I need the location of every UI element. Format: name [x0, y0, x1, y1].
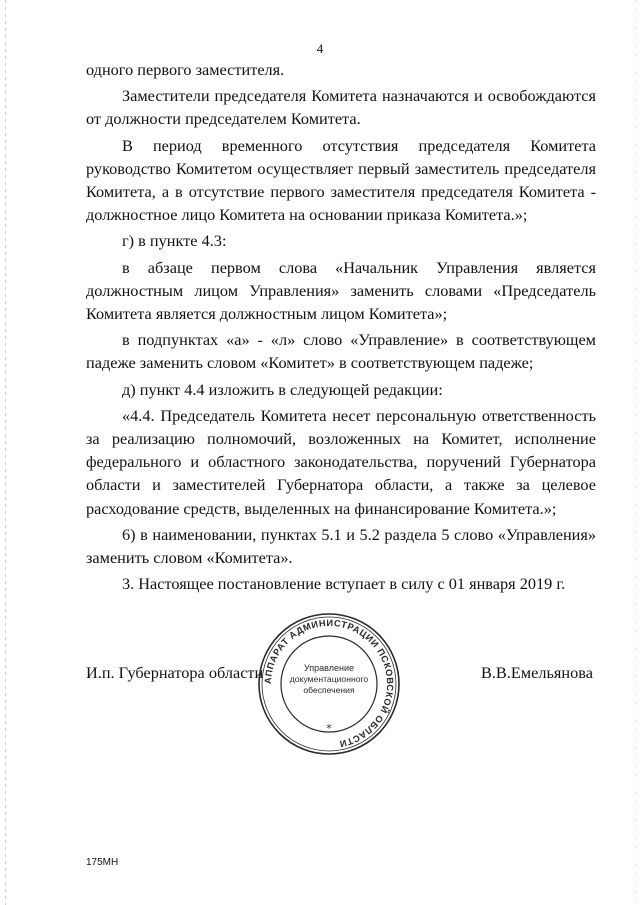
- document-body: [86, 58, 596, 598]
- paragraph: 3. Настоящее постановление вступает в силу с 01 января 2019 г.: [122, 574, 566, 594]
- stamp-inner-ring: [281, 636, 377, 732]
- paragraph: г) в пункте 4.3:: [122, 231, 227, 251]
- paragraph: одного первого заместителя.: [86, 60, 285, 79]
- paragraph: В период временного отсутствия председателя Комитета руководство Комитетом осуществляет первый заместитель председателя Комитета, а в отсутствие первого заместителя председателя Комитета - должностное лицо Комитета на основании приказа Комитета.»;: [86, 135, 596, 225]
- paragraph: в подпунктах «а» - «л» слово «Управление» в соответствующем падеже заменить словом «Комитет» в соответствующем падеже;: [86, 330, 596, 373]
- scan-edge-right: [635, 0, 636, 905]
- paragraph: д) пункт 4.4 изложить в следующей редакции:: [122, 379, 443, 399]
- official-stamp: [256, 611, 402, 757]
- signer-title: И.п. Губернатора области: [86, 663, 264, 682]
- stamp-line-2: документационного: [289, 674, 369, 684]
- scan-edge-left: [5, 0, 6, 905]
- signer-name: В.В.Емельянова: [481, 663, 593, 682]
- document-code: 175МН: [86, 857, 119, 868]
- paragraph: «4.4. Председатель Комитета несет персональную ответственность за реализацию полномочий, возложенных на Комитет, исполнение федерального и областного законодательства, поручений Губернатора области и заместителей Губернатора области, а также за целевое расходование средств, выделенных на финансирование Комитета.»;: [86, 405, 596, 518]
- paragraph: в абзаце первом слова «Начальник Управления является должностным лицом Управления» заменить словами «Председатель Комитета является должностным лицом Комитета»;: [86, 257, 596, 324]
- stamp-ring-text: АППАРАТ АДМИНИСТРАЦИИ ПСКОВСКОЙ ОБЛАСТИ: [262, 617, 396, 750]
- stamp-line-1: Управление: [303, 663, 355, 673]
- page-number: 4: [316, 41, 324, 56]
- stamp-star: *: [326, 722, 332, 735]
- stamp-line-3: обеспечения: [303, 685, 355, 695]
- paragraph: Заместители председателя Комитета назначаются и освобождаются от должности председателем Комитета.: [86, 86, 596, 129]
- paragraph: 6) в наименовании, пунктах 5.1 и 5.2 раздела 5 слово «Управления» заменить словом «Комитета».: [86, 524, 596, 568]
